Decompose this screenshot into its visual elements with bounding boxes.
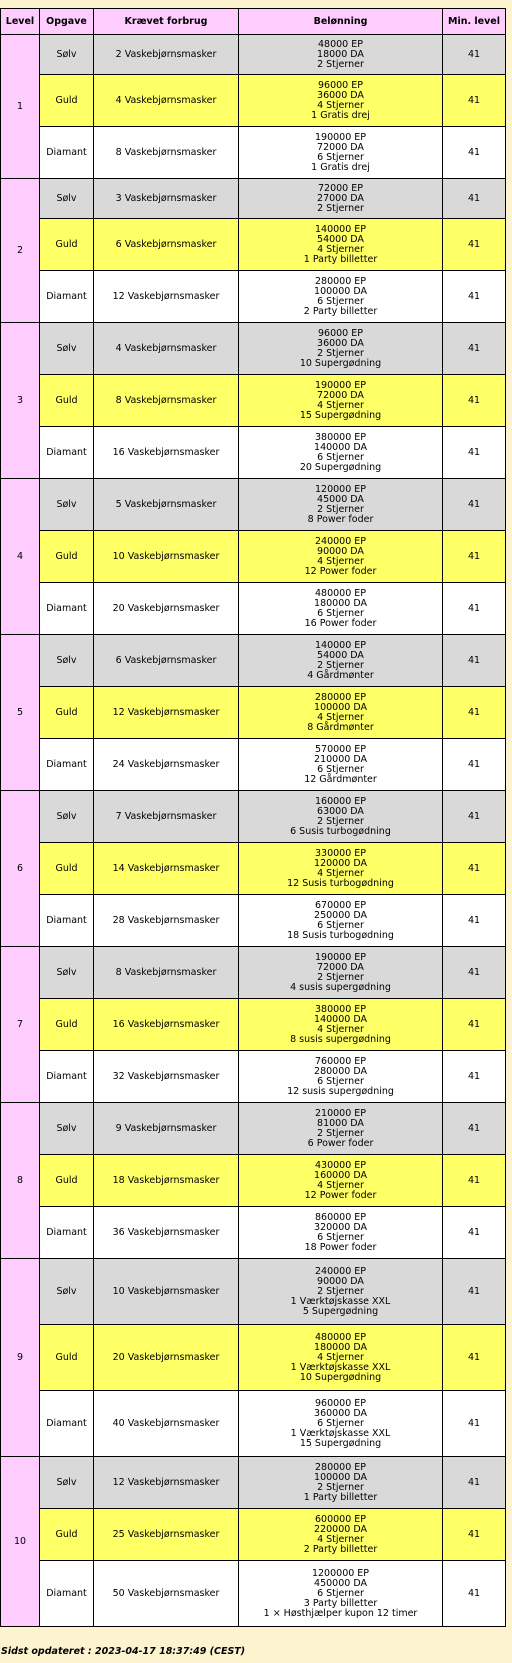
reward-line: 6 Stjerner [317, 1075, 364, 1087]
required-usage-cell: 32 Vaskebjørnsmasker [94, 1051, 239, 1103]
table-row [1, 791, 506, 843]
reward-line: 280000 EP [314, 691, 367, 703]
required-usage-cell: 8 Vaskebjørnsmasker [94, 127, 239, 179]
min-level-cell: 41 [443, 1457, 506, 1509]
reward-cell [239, 323, 443, 375]
table-row [1, 1155, 506, 1207]
table-row [1, 739, 506, 791]
reward-line: 1 Party billetter [303, 1491, 378, 1503]
reward-line: 18 Power foder [304, 1241, 377, 1253]
rewards-table [0, 8, 506, 1627]
min-level-cell: 41 [443, 687, 506, 739]
min-level-cell: 41 [443, 1259, 506, 1325]
reward-cell [239, 479, 443, 531]
table-row [1, 999, 506, 1051]
reward-line: 570000 EP [314, 743, 367, 755]
task-cell: Guld [40, 687, 94, 739]
reward-line: 210000 DA [314, 753, 367, 765]
reward-line: 320000 DA [314, 1221, 367, 1233]
reward-line: 240000 EP [314, 1265, 367, 1277]
table-row [1, 1103, 506, 1155]
reward-line: 450000 DA [314, 1577, 367, 1589]
reward-line: 6 Stjerner [317, 1587, 364, 1599]
reward-line: 2 Stjerner [317, 58, 364, 70]
min-level-cell: 41 [443, 1103, 506, 1155]
required-usage-cell: 50 Vaskebjørnsmasker [94, 1561, 239, 1627]
reward-line: 1 × Høsthjælper kupon 12 timer [263, 1607, 418, 1619]
reward-line: 12 Susis turbogødning [287, 877, 394, 889]
required-usage-cell: 14 Vaskebjørnsmasker [94, 843, 239, 895]
task-cell: Diamant [40, 895, 94, 947]
reward-cell [239, 531, 443, 583]
min-level-cell: 41 [443, 1155, 506, 1207]
reward-cell [239, 999, 443, 1051]
reward-line: 330000 EP [314, 847, 367, 859]
reward-line: 2 Stjerner [317, 503, 364, 515]
reward-line: 6 Stjerner [317, 151, 364, 163]
required-usage-cell: 16 Vaskebjørnsmasker [94, 427, 239, 479]
reward-cell [239, 947, 443, 999]
required-usage-cell: 8 Vaskebjørnsmasker [94, 947, 239, 999]
min-level-cell: 41 [443, 427, 506, 479]
reward-line: 190000 EP [314, 131, 367, 143]
reward-cell [239, 791, 443, 843]
reward-line: 4 Stjerner [317, 1179, 364, 1191]
reward-line: 480000 EP [314, 1331, 367, 1343]
min-level-cell: 41 [443, 531, 506, 583]
level-cell: 8 [1, 1103, 40, 1259]
reward-line: 6 Stjerner [317, 295, 364, 307]
task-cell: Sølv [40, 479, 94, 531]
reward-line: 96000 EP [318, 327, 363, 339]
reward-line: 72000 EP [318, 182, 363, 194]
task-cell: Guld [40, 75, 94, 127]
required-usage-cell: 8 Vaskebjørnsmasker [94, 375, 239, 427]
reward-line: 6 Stjerner [317, 451, 364, 463]
table-row [1, 75, 506, 127]
min-level-cell: 41 [443, 1051, 506, 1103]
level-cell: 3 [1, 323, 40, 479]
reward-line: 36000 DA [317, 89, 364, 101]
header-reward: Belønning [239, 9, 443, 35]
reward-line: 2 Stjerner [317, 659, 364, 671]
task-cell: Diamant [40, 1207, 94, 1259]
min-level-cell: 41 [443, 843, 506, 895]
min-level-cell: 41 [443, 179, 506, 219]
reward-cell [239, 1103, 443, 1155]
reward-cell [239, 1051, 443, 1103]
table-row [1, 323, 506, 375]
reward-line: 4 Stjerner [317, 711, 364, 723]
task-cell: Guld [40, 999, 94, 1051]
reward-line: 48000 EP [318, 38, 363, 50]
reward-cell [239, 1391, 443, 1457]
reward-line: 2 Stjerner [317, 1481, 364, 1493]
min-level-cell: 41 [443, 271, 506, 323]
table-row [1, 687, 506, 739]
min-level-cell: 41 [443, 1509, 506, 1561]
reward-line: 140000 DA [314, 1013, 367, 1025]
reward-line: 1200000 EP [311, 1567, 370, 1579]
required-usage-cell: 16 Vaskebjørnsmasker [94, 999, 239, 1051]
task-cell: Sølv [40, 1103, 94, 1155]
reward-line: 4 Stjerner [317, 99, 364, 111]
reward-line: 480000 EP [314, 587, 367, 599]
header-min-level: Min. level [443, 9, 506, 35]
reward-cell [239, 895, 443, 947]
task-cell: Diamant [40, 1051, 94, 1103]
reward-line: 180000 DA [314, 597, 367, 609]
required-usage-cell: 20 Vaskebjørnsmasker [94, 1325, 239, 1391]
reward-line: 4 Stjerner [317, 555, 364, 567]
reward-line: 1 Værktøjskasse XXL [290, 1295, 391, 1307]
task-cell: Guld [40, 219, 94, 271]
task-cell: Sølv [40, 35, 94, 75]
required-usage-cell: 20 Vaskebjørnsmasker [94, 583, 239, 635]
reward-line: 81000 DA [317, 1117, 364, 1129]
level-cell: 6 [1, 791, 40, 947]
reward-line: 45000 DA [317, 493, 364, 505]
task-cell: Diamant [40, 739, 94, 791]
required-usage-cell: 3 Vaskebjørnsmasker [94, 179, 239, 219]
reward-line: 54000 DA [317, 649, 364, 661]
reward-line: 6 Stjerner [317, 1231, 364, 1243]
min-level-cell: 41 [443, 635, 506, 687]
min-level-cell: 41 [443, 895, 506, 947]
reward-cell [239, 1259, 443, 1325]
task-cell: Sølv [40, 791, 94, 843]
reward-line: 140000 EP [314, 223, 367, 235]
required-usage-cell: 6 Vaskebjørnsmasker [94, 219, 239, 271]
reward-line: 190000 EP [314, 379, 367, 391]
reward-line: 12 Gårdmønter [304, 773, 377, 785]
reward-line: 2 Stjerner [317, 971, 364, 983]
reward-line: 120000 DA [314, 857, 367, 869]
min-level-cell: 41 [443, 75, 506, 127]
reward-cell [239, 1155, 443, 1207]
required-usage-cell: 40 Vaskebjørnsmasker [94, 1391, 239, 1457]
reward-line: 4 Stjerner [317, 1023, 364, 1035]
task-cell: Sølv [40, 323, 94, 375]
reward-cell [239, 687, 443, 739]
task-cell: Guld [40, 531, 94, 583]
reward-line: 6 Susis turbogødning [290, 825, 391, 837]
reward-line: 380000 EP [314, 1003, 367, 1015]
reward-cell [239, 583, 443, 635]
reward-line: 210000 EP [314, 1107, 367, 1119]
header-task: Opgave [40, 9, 94, 35]
level-cell: 4 [1, 479, 40, 635]
reward-line: 4 Stjerner [317, 1351, 364, 1363]
min-level-cell: 41 [443, 1561, 506, 1627]
task-cell: Diamant [40, 127, 94, 179]
reward-line: 8 Gårdmønter [307, 721, 374, 733]
reward-line: 240000 EP [314, 535, 367, 547]
reward-cell [239, 179, 443, 219]
task-cell: Diamant [40, 271, 94, 323]
required-usage-cell: 7 Vaskebjørnsmasker [94, 791, 239, 843]
min-level-cell: 41 [443, 375, 506, 427]
reward-cell [239, 127, 443, 179]
table-row [1, 1391, 506, 1457]
required-usage-cell: 12 Vaskebjørnsmasker [94, 1457, 239, 1509]
reward-line: 380000 EP [314, 431, 367, 443]
reward-line: 280000 DA [314, 1065, 367, 1077]
min-level-cell: 41 [443, 35, 506, 75]
reward-line: 160000 EP [314, 795, 367, 807]
last-updated-text: Sidst opdateret : 2023-04-17 18:37:49 (CEST) [1, 1646, 246, 1657]
min-level-cell: 41 [443, 127, 506, 179]
reward-line: 250000 DA [314, 909, 367, 921]
reward-cell [239, 1207, 443, 1259]
reward-line: 4 Stjerner [317, 1533, 364, 1545]
table-row [1, 843, 506, 895]
reward-line: 6 Stjerner [317, 763, 364, 775]
table-row [1, 427, 506, 479]
reward-line: 100000 DA [314, 701, 367, 713]
reward-line: 18000 DA [317, 48, 364, 60]
header-row [1, 9, 506, 35]
reward-line: 8 Power foder [307, 513, 374, 525]
reward-line: 140000 DA [314, 441, 367, 453]
required-usage-cell: 12 Vaskebjørnsmasker [94, 687, 239, 739]
table-row [1, 583, 506, 635]
reward-line: 120000 EP [314, 483, 367, 495]
reward-line: 140000 EP [314, 639, 367, 651]
reward-line: 2 Stjerner [317, 1285, 364, 1297]
required-usage-cell: 6 Vaskebjørnsmasker [94, 635, 239, 687]
reward-line: 18 Susis turbogødning [287, 929, 394, 941]
reward-line: 15 Supergødning [299, 1437, 382, 1449]
reward-cell [239, 35, 443, 75]
min-level-cell: 41 [443, 791, 506, 843]
min-level-cell: 41 [443, 1391, 506, 1457]
table-row [1, 1457, 506, 1509]
required-usage-cell: 10 Vaskebjørnsmasker [94, 1259, 239, 1325]
required-usage-cell: 18 Vaskebjørnsmasker [94, 1155, 239, 1207]
reward-line: 1 Værktøjskasse XXL [290, 1361, 391, 1373]
reward-cell [239, 843, 443, 895]
task-cell: Guld [40, 1325, 94, 1391]
reward-line: 8 susis supergødning [290, 1033, 391, 1045]
table-row [1, 127, 506, 179]
reward-line: 1 Gratis drej [311, 161, 370, 173]
level-cell: 10 [1, 1457, 40, 1627]
reward-line: 54000 DA [317, 233, 364, 245]
reward-line: 100000 DA [314, 1471, 367, 1483]
reward-line: 100000 DA [314, 285, 367, 297]
reward-line: 72000 DA [317, 141, 364, 153]
reward-line: 10 Supergødning [299, 1371, 382, 1383]
reward-line: 6 Power foder [307, 1137, 374, 1149]
required-usage-cell: 12 Vaskebjørnsmasker [94, 271, 239, 323]
table-row [1, 479, 506, 531]
task-cell: Sølv [40, 1259, 94, 1325]
reward-line: 90000 DA [317, 545, 364, 557]
table-row [1, 635, 506, 687]
task-cell: Guld [40, 843, 94, 895]
min-level-cell: 41 [443, 323, 506, 375]
task-cell: Diamant [40, 427, 94, 479]
required-usage-cell: 25 Vaskebjørnsmasker [94, 1509, 239, 1561]
reward-line: 15 Supergødning [299, 409, 382, 421]
reward-line: 12 susis supergødning [287, 1085, 394, 1097]
table-row [1, 1561, 506, 1627]
reward-cell [239, 1457, 443, 1509]
reward-line: 960000 EP [314, 1397, 367, 1409]
required-usage-cell: 28 Vaskebjørnsmasker [94, 895, 239, 947]
reward-line: 4 susis supergødning [290, 981, 391, 993]
reward-line: 760000 EP [314, 1055, 367, 1067]
reward-line: 4 Stjerner [317, 399, 364, 411]
reward-line: 2 Stjerner [317, 1127, 364, 1139]
rewards-body [1, 35, 506, 1627]
reward-line: 5 Supergødning [302, 1305, 379, 1317]
reward-cell [239, 75, 443, 127]
table-row [1, 1259, 506, 1325]
reward-line: 2 Party billetter [303, 1543, 378, 1555]
reward-line: 3 Party billetter [303, 1597, 378, 1609]
reward-cell [239, 1561, 443, 1627]
min-level-cell: 41 [443, 1207, 506, 1259]
required-usage-cell: 4 Vaskebjørnsmasker [94, 323, 239, 375]
reward-line: 670000 EP [314, 899, 367, 911]
level-cell: 9 [1, 1259, 40, 1457]
task-cell: Sølv [40, 179, 94, 219]
reward-line: 12 Power foder [304, 1189, 377, 1201]
min-level-cell: 41 [443, 999, 506, 1051]
table-row [1, 1051, 506, 1103]
reward-cell [239, 219, 443, 271]
reward-line: 600000 EP [314, 1513, 367, 1525]
reward-line: 180000 DA [314, 1341, 367, 1353]
reward-cell [239, 271, 443, 323]
reward-line: 860000 EP [314, 1211, 367, 1223]
table-row [1, 271, 506, 323]
table-row [1, 1509, 506, 1561]
task-cell: Sølv [40, 1457, 94, 1509]
reward-line: 12 Power foder [304, 565, 377, 577]
task-cell: Guld [40, 375, 94, 427]
reward-line: 1 Party billetter [303, 253, 378, 265]
min-level-cell: 41 [443, 479, 506, 531]
required-usage-cell: 9 Vaskebjørnsmasker [94, 1103, 239, 1155]
reward-line: 1 Værktøjskasse XXL [290, 1427, 391, 1439]
min-level-cell: 41 [443, 739, 506, 791]
reward-line: 2 Stjerner [317, 347, 364, 359]
reward-cell [239, 1509, 443, 1561]
reward-line: 6 Stjerner [317, 919, 364, 931]
reward-line: 36000 DA [317, 337, 364, 349]
reward-cell [239, 739, 443, 791]
required-usage-cell: 2 Vaskebjørnsmasker [94, 35, 239, 75]
min-level-cell: 41 [443, 1325, 506, 1391]
header-level: Level [1, 9, 40, 35]
table-row [1, 219, 506, 271]
reward-line: 280000 EP [314, 275, 367, 287]
reward-line: 220000 DA [314, 1523, 367, 1535]
reward-line: 63000 DA [317, 805, 364, 817]
reward-line: 4 Gårdmønter [307, 669, 374, 681]
reward-line: 96000 EP [318, 79, 363, 91]
task-cell: Guld [40, 1509, 94, 1561]
reward-cell [239, 1325, 443, 1391]
table-row [1, 531, 506, 583]
required-usage-cell: 4 Vaskebjørnsmasker [94, 75, 239, 127]
table-row [1, 35, 506, 75]
reward-line: 160000 DA [314, 1169, 367, 1181]
min-level-cell: 41 [443, 583, 506, 635]
reward-line: 72000 DA [317, 961, 364, 973]
reward-line: 1 Gratis drej [311, 109, 370, 121]
reward-line: 430000 EP [314, 1159, 367, 1171]
reward-line: 190000 EP [314, 951, 367, 963]
reward-line: 2 Party billetter [303, 305, 378, 317]
reward-line: 2 Stjerner [317, 202, 364, 214]
header-required-usage: Krævet forbrug [94, 9, 239, 35]
required-usage-cell: 36 Vaskebjørnsmasker [94, 1207, 239, 1259]
reward-line: 27000 DA [317, 192, 364, 204]
min-level-cell: 41 [443, 219, 506, 271]
level-cell: 7 [1, 947, 40, 1103]
reward-line: 4 Stjerner [317, 867, 364, 879]
reward-line: 10 Supergødning [299, 357, 382, 369]
reward-line: 2 Stjerner [317, 815, 364, 827]
required-usage-cell: 10 Vaskebjørnsmasker [94, 531, 239, 583]
reward-cell [239, 375, 443, 427]
task-cell: Diamant [40, 583, 94, 635]
required-usage-cell: 24 Vaskebjørnsmasker [94, 739, 239, 791]
reward-line: 72000 DA [317, 389, 364, 401]
level-cell: 2 [1, 179, 40, 323]
task-cell: Sølv [40, 635, 94, 687]
level-cell: 5 [1, 635, 40, 791]
table-row [1, 947, 506, 999]
task-cell: Guld [40, 1155, 94, 1207]
task-cell: Diamant [40, 1391, 94, 1457]
reward-cell [239, 635, 443, 687]
task-cell: Diamant [40, 1561, 94, 1627]
min-level-cell: 41 [443, 947, 506, 999]
table-row [1, 375, 506, 427]
reward-line: 4 Stjerner [317, 243, 364, 255]
reward-line: 90000 DA [317, 1275, 364, 1287]
reward-cell [239, 427, 443, 479]
reward-line: 16 Power foder [304, 617, 377, 629]
reward-line: 360000 DA [314, 1407, 367, 1419]
table-row [1, 1325, 506, 1391]
table-row [1, 179, 506, 219]
required-usage-cell: 5 Vaskebjørnsmasker [94, 479, 239, 531]
table-row [1, 1207, 506, 1259]
task-cell: Sølv [40, 947, 94, 999]
level-cell: 1 [1, 35, 40, 179]
reward-line: 6 Stjerner [317, 607, 364, 619]
reward-line: 6 Stjerner [317, 1417, 364, 1429]
table-row [1, 895, 506, 947]
reward-line: 20 Supergødning [299, 461, 382, 473]
reward-line: 280000 EP [314, 1461, 367, 1473]
